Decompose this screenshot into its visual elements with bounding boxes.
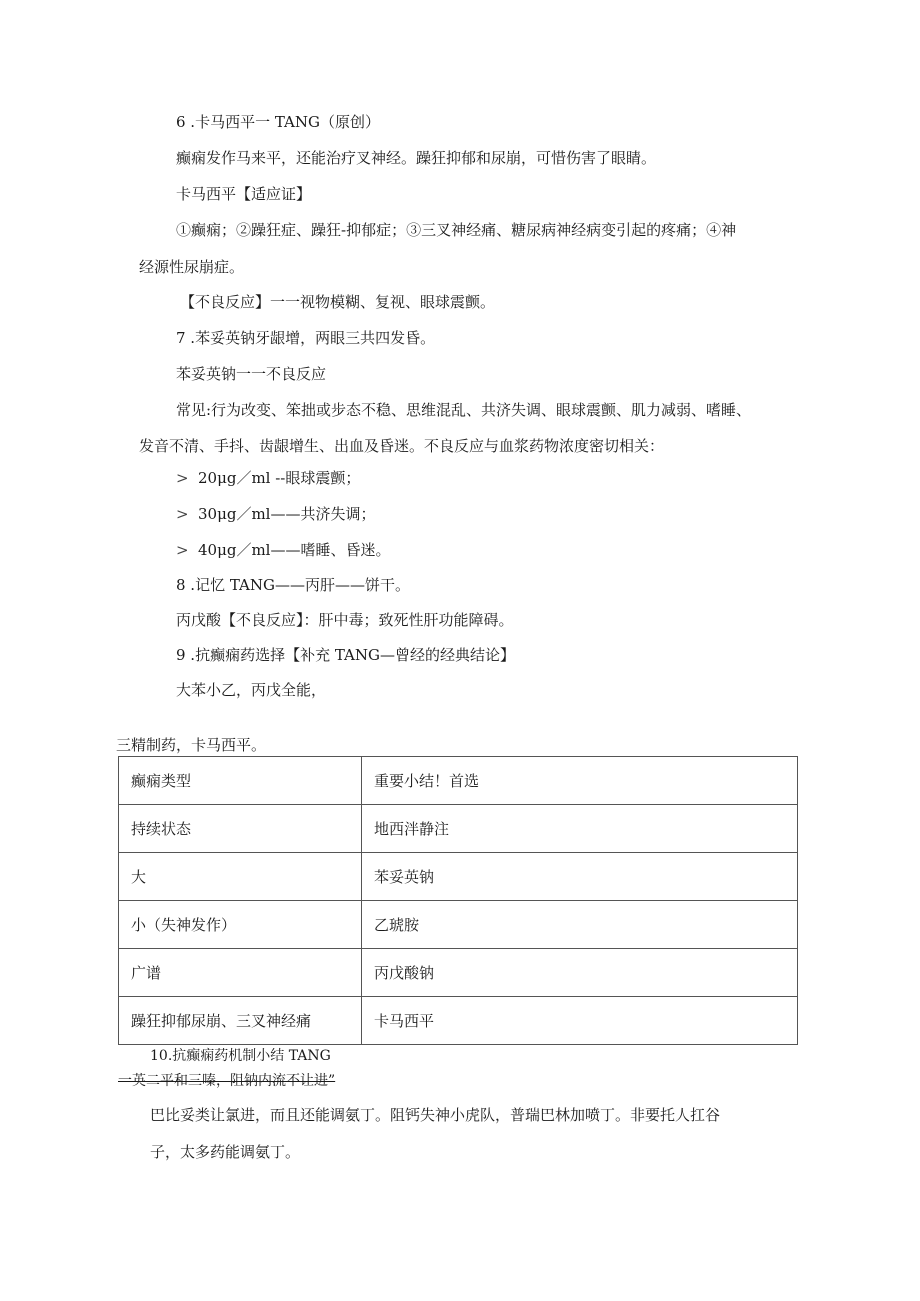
bullet-item xyxy=(176,540,390,560)
valproate-adverse-text: 丙戊酸【不良反应】：肝中毒；致死性肝功能障碍。 xyxy=(176,611,514,629)
selection-mnemonic-2: 三精制药，卡马西平。 xyxy=(116,736,267,754)
table-row xyxy=(119,901,798,949)
table-cell: 卡马西平 xyxy=(362,997,798,1045)
section-6-heading: 6 .卡马西平一 TANG（原创） xyxy=(176,113,380,131)
table-cell: 乙琥胺 xyxy=(362,901,798,949)
table-cell: 广谱 xyxy=(119,949,362,997)
bullet-arrow-icon: > xyxy=(176,469,189,487)
section-7-heading: 7 .苯妥英钠牙龈增，两眼三共四发昏。 xyxy=(176,329,436,347)
mnemonic-text: 癫痫发作马来平，还能治疗叉神经。躁狂抑郁和尿崩，可惜伤害了眼睛。 xyxy=(176,149,657,167)
section-9-heading: 9 .抗癫痫药选择【补充 TANG—曾经的经典结论】 xyxy=(176,646,515,664)
phenytoin-heading: 苯妥英钠一一不良反应 xyxy=(176,365,327,383)
section-10-heading: 10.抗癫痫药机制小结 TANG xyxy=(150,1048,331,1064)
indications-text: ①癫痫；②躁狂症、躁狂-抑郁症；③三叉神经痛、糖尿病神经病变引起的疼痛；④神 xyxy=(176,221,737,239)
table-cell: 躁狂抑郁尿崩、三叉神经痛 xyxy=(119,997,362,1045)
drug-selection-table xyxy=(118,756,798,1045)
bullet-text: 20μg／ml --眼球震颤； xyxy=(198,469,361,487)
struck-mnemonic-text: 一英二平和三嗪，阻钠内流不让进” xyxy=(118,1073,336,1089)
common-effects-text: 常见:行为改变、笨拙或步态不稳、思维混乱、共济失调、眼球震颤、肌力减弱、嗜睡、 xyxy=(176,401,752,419)
table-cell: 大 xyxy=(119,853,362,901)
table-cell: 丙戊酸钠 xyxy=(362,949,798,997)
mechanism-text-cont: 子，太多药能调氨丁。 xyxy=(150,1143,301,1161)
selection-mnemonic-1: 大苯小乙，丙戊全能， xyxy=(176,681,327,699)
table-cell: 癫痫类型 xyxy=(119,757,362,805)
section-8-heading: 8 .记忆 TANG——丙肝——饼干。 xyxy=(176,576,410,594)
common-effects-text-cont: 发音不清、手抖、齿龈增生、出血及昏迷。不良反应与血浆药物浓度密切相关： xyxy=(139,437,665,455)
bullet-text: 30μg／ml——共济失调； xyxy=(198,505,376,523)
indications-text-cont: 经源性尿崩症。 xyxy=(139,258,245,276)
bullet-arrow-icon: > xyxy=(176,541,189,559)
table-row xyxy=(119,757,798,805)
table-cell: 苯妥英钠 xyxy=(362,853,798,901)
adverse-reaction-text: 【不良反应】一一视物模糊、复视、眼球震颤。 xyxy=(180,293,496,311)
table-row xyxy=(119,805,798,853)
mechanism-text: 巴比妥类让氯进，而且还能调氨丁。阻钙失神小虎队，普瑞巴林加喷丁。非要托人扛谷 xyxy=(150,1106,721,1124)
table-row xyxy=(119,949,798,997)
table-row xyxy=(119,853,798,901)
table-cell: 重要小结！首选 xyxy=(362,757,798,805)
table-cell: 持续状态 xyxy=(119,805,362,853)
table-cell: 地西泮静注 xyxy=(362,805,798,853)
table-row xyxy=(119,997,798,1045)
bullet-item xyxy=(176,504,375,524)
bullet-arrow-icon: > xyxy=(176,505,189,523)
bullet-item xyxy=(176,468,360,488)
table-cell: 小（失神发作） xyxy=(119,901,362,949)
bullet-text: 40μg／ml——嗜睡、昏迷。 xyxy=(198,541,391,559)
indications-heading: 卡马西平【适应证】 xyxy=(176,185,312,203)
